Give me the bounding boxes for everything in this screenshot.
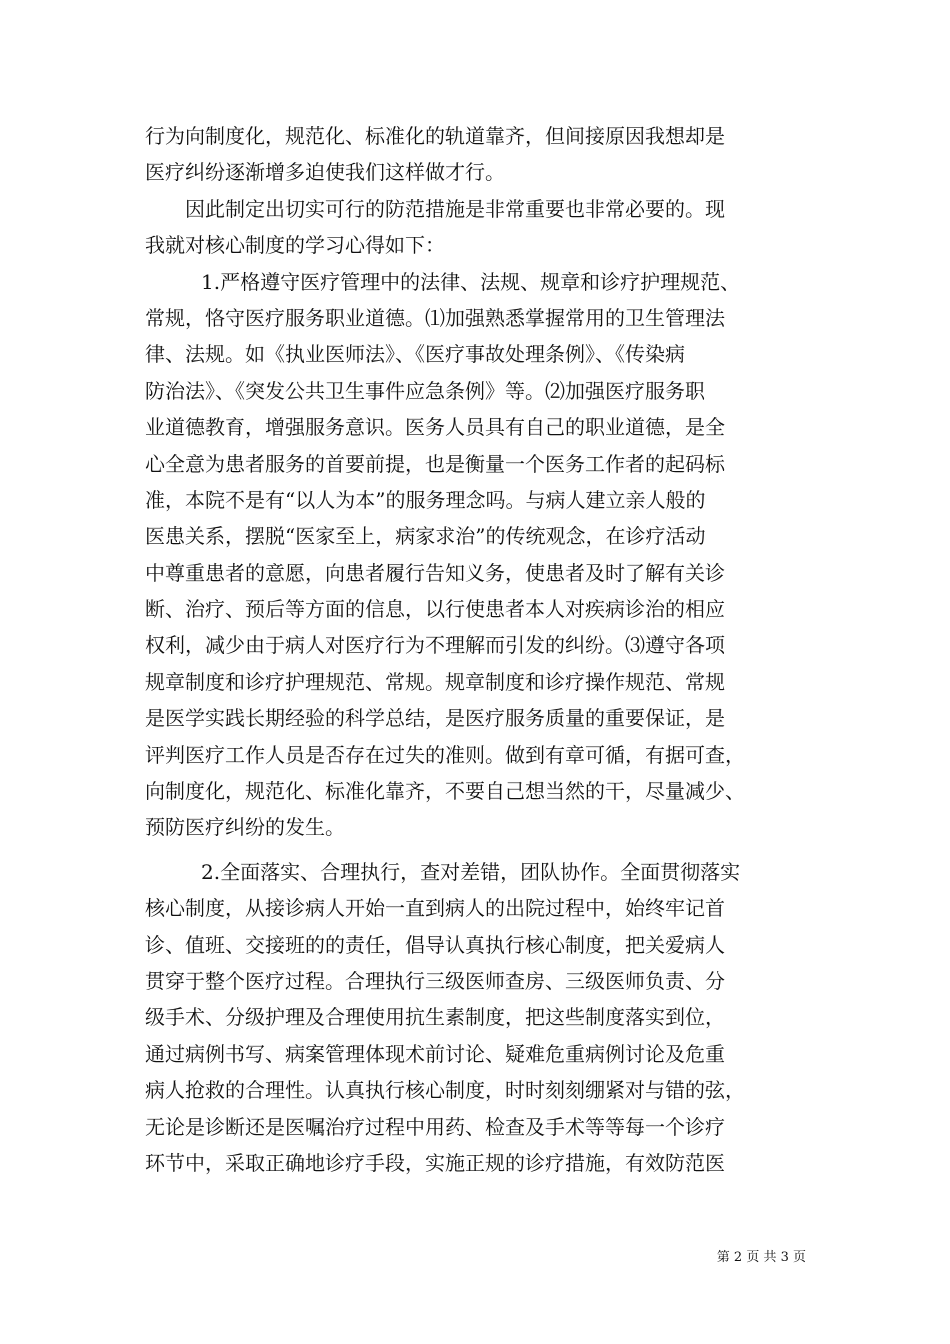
text-line: 级手术、分级护理及合理使用抗生素制度，把这些制度落实到位， xyxy=(145,1005,725,1030)
text-line: 环节中，采取正确地诊疗手段，实施正规的诊疗措施，有效防范医 xyxy=(145,1150,725,1175)
text-line: 核心制度，从接诊病人开始一直到病人的出院过程中，始终牢记首 xyxy=(145,896,725,921)
document-body xyxy=(145,118,810,1181)
text-line: 预防医疗纠纷的发生。 xyxy=(145,815,345,840)
text-line: 向制度化，规范化、标准化靠齐，不要自己想当然的干，尽量减少、 xyxy=(145,779,745,804)
page-number: 第 2 页 共 3 页 xyxy=(716,1250,806,1265)
text-line: 1.严格遵守医疗管理中的法律、法规、规章和诊疗护理规范、 xyxy=(201,269,741,294)
text-line: 医患关系，摆脱“医家至上，病家求治”的传统观念，在诊疗活动 xyxy=(145,524,706,549)
text-line: 因此制定出切实可行的防范措施是非常重要也非常必要的。现 xyxy=(185,196,725,221)
text-line: 律、法规。如《执业医师法》、《医疗事故处理条例》、《传染病 xyxy=(145,342,685,367)
text-line: 医疗纠纷逐渐增多迫使我们这样做才行。 xyxy=(145,160,505,185)
text-line: 诊、值班、交接班的的责任，倡导认真执行核心制度，把关爱病人 xyxy=(145,932,725,957)
text-line: 断、治疗、预后等方面的信息，以行使患者本人对疾病诊治的相应 xyxy=(145,597,725,622)
text-line: 通过病例书写、病案管理体现术前讨论、疑难危重病例讨论及危重 xyxy=(145,1041,725,1066)
text-line: 权利，减少由于病人对医疗行为不理解而引发的纠纷。⑶遵守各项 xyxy=(145,633,725,658)
text-line: 我就对核心制度的学习心得如下： xyxy=(145,233,445,258)
text-line: 贯穿于整个医疗过程。合理执行三级医师查房、三级医师负责、分 xyxy=(145,968,725,993)
text-line: 防治法》、《突发公共卫生事件应急条例》等。⑵加强医疗服务职 xyxy=(145,378,705,403)
text-line: 准，本院不是有“以人为本”的服务理念吗。与病人建立亲人般的 xyxy=(145,487,706,512)
text-line: 常规，恪守医疗服务职业道德。⑴加强熟悉掌握常用的卫生管理法 xyxy=(145,305,725,330)
text-line: 中尊重患者的意愿，向患者履行告知义务，使患者及时了解有关诊 xyxy=(145,560,725,585)
text-line: 评判医疗工作人员是否存在过失的准则。做到有章可循，有据可查， xyxy=(145,742,745,767)
text-line: 2.全面落实、合理执行，查对差错，团队协作。全面贯彻落实 xyxy=(201,859,741,884)
text-line: 业道德教育，增强服务意识。医务人员具有自己的职业道德，是全 xyxy=(145,415,725,440)
text-line: 病人抢救的合理性。认真执行核心制度，时时刻刻绷紧对与错的弦， xyxy=(145,1078,745,1103)
text-line: 心全意为患者服务的首要前提，也是衡量一个医务工作者的起码标 xyxy=(145,451,725,476)
text-line: 无论是诊断还是医嘱治疗过程中用药、检查及手术等等每一个诊疗 xyxy=(145,1114,725,1139)
text-line: 行为向制度化，规范化、标准化的轨道靠齐，但间接原因我想却是 xyxy=(145,124,725,148)
text-line: 规章制度和诊疗护理规范、常规。规章制度和诊疗操作规范、常规 xyxy=(145,669,725,694)
text-line: 是医学实践长期经验的科学总结，是医疗服务质量的重要保证，是 xyxy=(145,706,725,731)
